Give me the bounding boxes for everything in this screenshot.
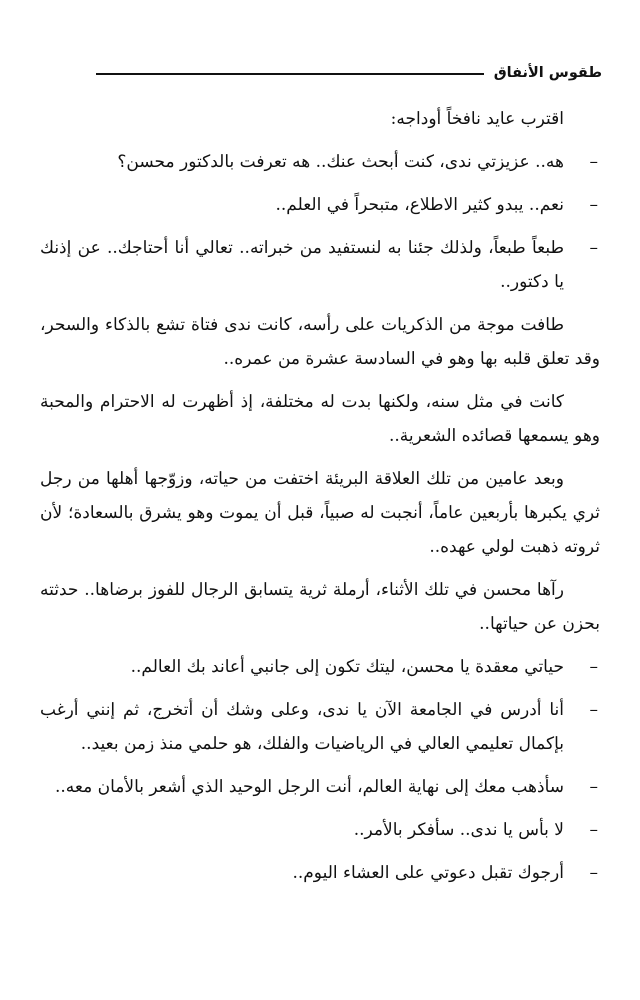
narration-paragraph: وبعد عامين من تلك العلاقة البريئة اختفت من حياته، وزوّجها أهلها من رجل ثري يكبرها بأربعين عاماً، أنجبت له صبياً، قبل أن يموت وهو يشرق بالسعادة؛ لأن ثروته ذهبت لولي عهده..: [40, 469, 600, 557]
dialogue-text: أرجوك تقبل دعوتي على العشاء اليوم..: [292, 863, 564, 883]
dialogue-line: [40, 188, 600, 222]
narration-paragraph: طافت موجة من الذكريات على رأسه، كانت ندى فتاة تشع بالذكاء والسحر، وقد تعلق قلبه بها وهو في السادسة عشرة من عمره..: [40, 315, 600, 369]
dialogue-dash: –: [589, 195, 598, 215]
dialogue-dash: –: [589, 657, 598, 677]
narration-paragraph: كانت في مثل سنه، ولكنها بدت له مختلفة، إذ أظهرت له الاحترام والمحبة وهو يسمعها قصائده الشعرية..: [40, 392, 600, 446]
dialogue-line: [40, 650, 600, 684]
dialogue-text: نعم.. يبدو كثير الاطلاع، متبحراً في العلم..: [275, 195, 564, 215]
narration-paragraph: اقترب عايد نافخاً أوداجه:: [390, 109, 564, 129]
book-title: طقوس الأنفاق: [493, 65, 602, 81]
dialogue-text: أنا أدرس في الجامعة الآن يا ندى، وعلى وشك أن أتخرج، ثم إنني أرغب بإكمال تعليمي العالي في الرياضيات والفلك، هو حلمي منذ زمن بعيد..: [40, 700, 564, 754]
dialogue-dash: –: [589, 700, 598, 720]
dialogue-dash: –: [589, 863, 598, 883]
dialogue-line: [40, 770, 600, 804]
dialogue-line: [40, 856, 600, 890]
dialogue-dash: –: [589, 820, 598, 840]
dialogue-dash: –: [589, 152, 598, 172]
dialogue-line: [40, 813, 600, 847]
running-header: [96, 62, 602, 88]
dialogue-text: حياتي معقدة يا محسن، ليتك تكون إلى جانبي أعاند بك العالم..: [130, 657, 564, 677]
narration-paragraph: رآها محسن في تلك الأثناء، أرملة ثرية يتسابق الرجال للفوز برضاها.. حدثته بحزن عن حياتها..: [40, 580, 600, 634]
dialogue-text: سأذهب معك إلى نهاية العالم، أنت الرجل الوحيد الذي أشعر بالأمان معه..: [54, 777, 564, 797]
dialogue-text: طبعاً طبعاً، ولذلك جئنا به لنستفيد من خبراته.. تعالي أنا أحتاجك.. عن إذنك يا دكتور..: [40, 238, 564, 292]
dialogue-dash: –: [589, 238, 598, 258]
dialogue-line: [40, 693, 600, 761]
dialogue-dash: –: [589, 777, 598, 797]
header-rule: [96, 73, 484, 75]
dialogue-text: لا بأس يا ندى.. سأفكر بالأمر..: [353, 820, 564, 840]
dialogue-line: [40, 145, 600, 179]
dialogue-line: [40, 231, 600, 299]
page-body: [40, 102, 600, 899]
dialogue-text: هه.. عزيزتي ندى، كنت أبحث عنك.. هه تعرفت بالدكتور محسن؟: [117, 152, 564, 172]
